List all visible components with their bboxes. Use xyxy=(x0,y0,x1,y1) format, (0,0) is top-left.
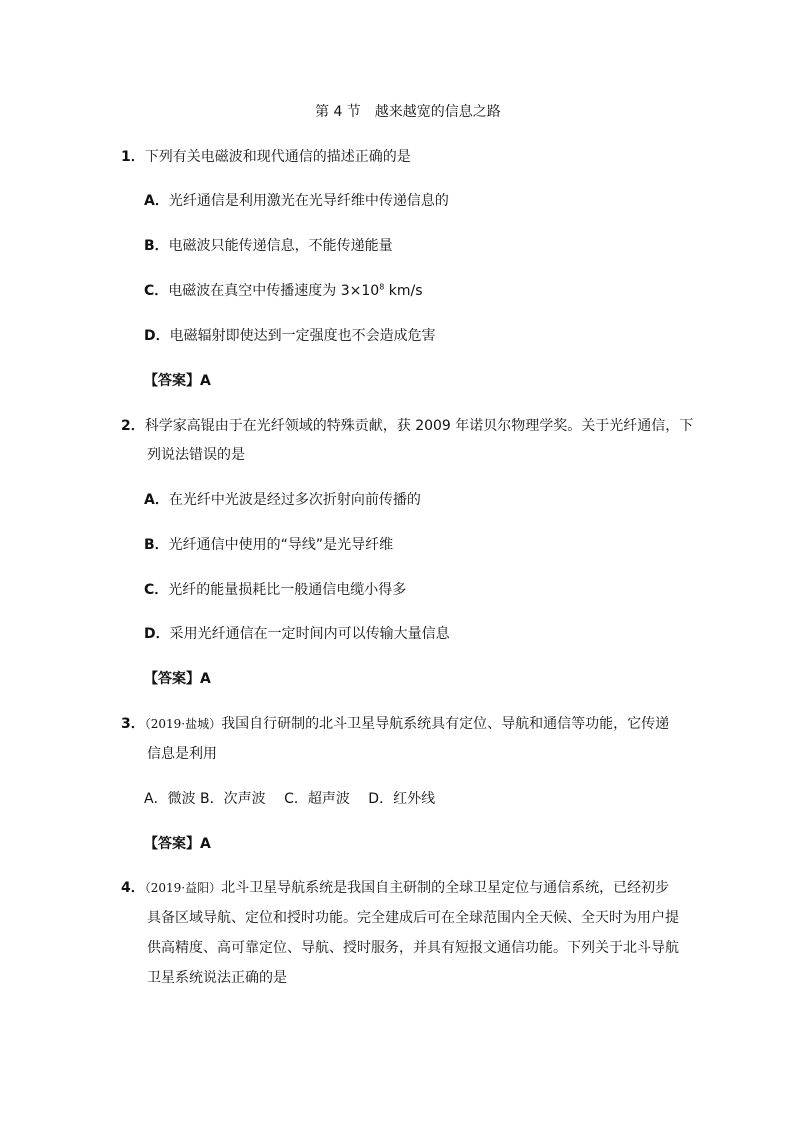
question-2-option-b xyxy=(144,535,393,555)
question-4-stem-line-3: 供高精度、高可靠定位、导航、授时服务，并具有短报文通信功能。下列关于北斗导航 xyxy=(147,940,679,956)
section-title: 第 4 节 越来越宽的信息之路 xyxy=(315,104,501,120)
option-letter: D． xyxy=(144,626,170,642)
question-2-stem-continued: 列说法错误的是 xyxy=(147,447,245,463)
question-2-option-d xyxy=(144,624,450,644)
option-text: 光纤通信是利用激光在光导纤维中传递信息的 xyxy=(168,193,449,209)
option-text: 在光纤中光波是经过多次折射向前传播的 xyxy=(168,492,421,508)
question-number: 2． xyxy=(121,418,145,434)
answer-label: 【答案】 xyxy=(144,671,200,687)
question-2-option-a xyxy=(144,490,421,510)
question-text: 北斗卫星导航系统是我国自主研制的全球卫星定位与通信系统，已经初步 xyxy=(221,880,670,896)
question-text: 下列有关电磁波和现代通信的描述正确的是 xyxy=(144,149,411,165)
option-text: 电磁波只能传递信息，不能传递能量 xyxy=(168,238,393,254)
question-3-stem-continued: 信息是利用 xyxy=(147,746,217,762)
question-1-answer xyxy=(144,371,211,391)
question-number: 4． xyxy=(121,880,145,896)
option-letter: C． xyxy=(144,283,169,299)
question-1-option-c xyxy=(144,281,423,301)
option-letter: A． xyxy=(144,193,169,209)
question-1-option-d xyxy=(144,326,436,346)
option-unit: km/s xyxy=(384,283,423,299)
option-letter: A． xyxy=(144,492,169,508)
option-letter: B． xyxy=(144,537,169,553)
question-2-answer xyxy=(144,669,211,689)
question-3-options: A．微波 B．次声波 C．超声波 D．红外线 xyxy=(144,791,436,807)
question-3-stem xyxy=(121,714,669,734)
question-3-answer xyxy=(144,834,211,854)
option-text: 光纤的能量损耗比一般通信电缆小得多 xyxy=(168,582,407,598)
question-text: 我国自行研制的北斗卫星导航系统具有定位、导航和通信等功能，它传递 xyxy=(221,716,670,732)
answer-value: A xyxy=(200,671,211,687)
option-text: 电磁辐射即使达到一定强度也不会造成危害 xyxy=(169,328,436,344)
question-2-stem xyxy=(121,416,693,436)
answer-label: 【答案】 xyxy=(144,373,200,389)
option-letter: C． xyxy=(144,582,169,598)
answer-label: 【答案】 xyxy=(144,836,200,852)
question-4-stem xyxy=(121,878,669,898)
answer-value: A xyxy=(200,373,211,389)
option-text: 电磁波在真空中传播速度为 3×10 xyxy=(168,283,380,299)
question-2-option-c xyxy=(144,580,406,600)
question-number: 1． xyxy=(121,149,145,165)
option-text: 光纤通信中使用的“导线”是光导纤维 xyxy=(168,537,394,553)
question-number: 3． xyxy=(121,716,145,732)
option-letter: B． xyxy=(144,238,169,254)
question-source: （2019·盐城） xyxy=(144,717,222,731)
option-text: 采用光纤通信在一定时间内可以传输大量信息 xyxy=(169,626,450,642)
question-4-stem-line-4: 卫星系统说法正确的是 xyxy=(147,970,287,986)
question-source: （2019·益阳） xyxy=(144,881,222,895)
answer-value: A xyxy=(200,836,211,852)
question-1-option-a xyxy=(144,191,449,211)
question-text: 科学家高锟由于在光纤领域的特殊贡献，获 2009 年诺贝尔物理学奖。关于光纤通信，下 xyxy=(144,418,694,434)
option-letter: D． xyxy=(144,328,170,344)
question-4-stem-line-2: 具备区域导航、定位和授时功能。完全建成后可在全球范围内全天候、全天时为用户提 xyxy=(147,910,679,926)
question-1-stem xyxy=(121,147,411,167)
question-1-option-b xyxy=(144,236,393,256)
exponent: 8 xyxy=(379,282,385,292)
